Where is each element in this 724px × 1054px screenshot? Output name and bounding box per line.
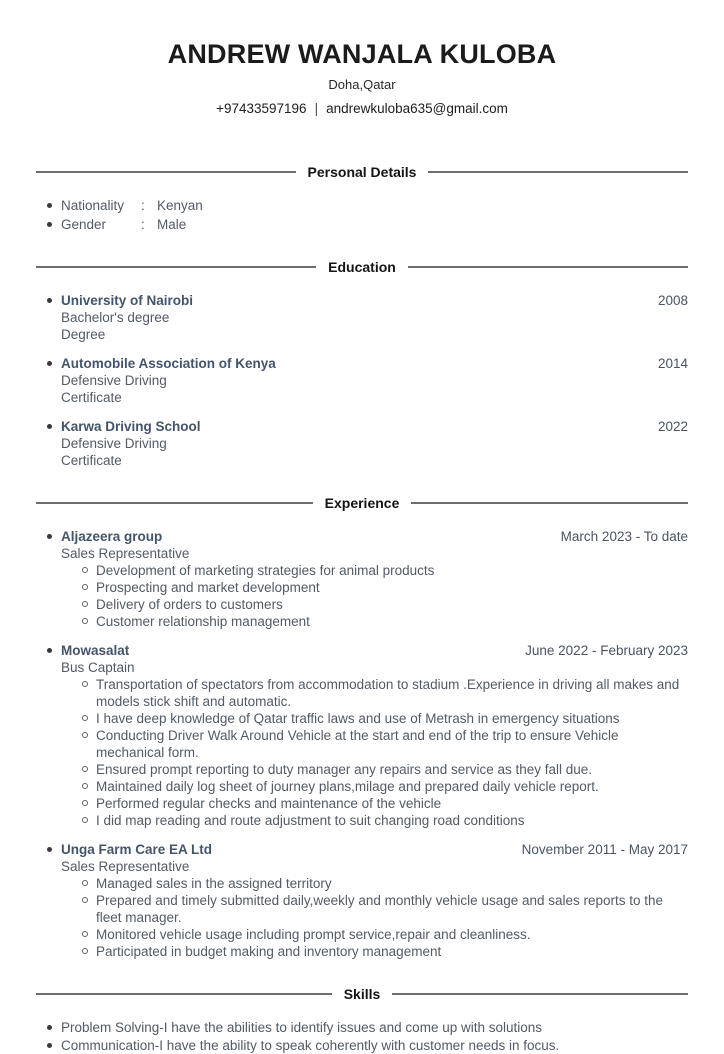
degree-type: Certificate	[61, 452, 122, 468]
duty-item	[36, 778, 688, 795]
section-skills	[36, 986, 688, 1054]
duty-item	[36, 795, 688, 812]
divider-line	[392, 993, 688, 995]
entry-left	[36, 292, 193, 309]
circle-bullet-icon	[82, 715, 88, 721]
personal-detail-item	[36, 216, 688, 233]
institution-name: University of Nairobi	[61, 292, 194, 308]
employment-dates: November 2011 - May 2017	[521, 841, 688, 857]
bullet-icon	[47, 847, 52, 852]
job-title: Sales Representative	[61, 858, 190, 874]
duty-text: Performed regular checks and maintenance of the vehicle	[96, 795, 442, 811]
circle-bullet-icon	[82, 897, 88, 903]
degree-type: Certificate	[61, 389, 122, 405]
entry-head	[36, 642, 688, 659]
entry-left	[36, 841, 212, 858]
circle-bullet-icon	[82, 783, 88, 789]
circle-bullet-icon	[82, 584, 88, 590]
degree-type: Degree	[61, 326, 106, 342]
duty-text: Monitored vehicle usage including prompt service,repair and cleanliness.	[96, 926, 531, 942]
section-personal-details	[36, 164, 688, 233]
degree-line: Defensive Driving	[61, 372, 167, 388]
bullet-icon	[47, 203, 52, 208]
resume-header	[36, 40, 688, 116]
bullet-icon	[47, 298, 52, 303]
circle-bullet-icon	[82, 732, 88, 738]
candidate-phone: +97433597196	[216, 100, 307, 116]
skill-text: Problem Solving-I have the abilities to identify issues and come up with solutions	[61, 1019, 543, 1035]
duty-item	[36, 579, 688, 596]
section-divider	[36, 495, 688, 511]
education-entry	[36, 418, 688, 469]
duty-item	[36, 710, 688, 727]
contact-line	[36, 101, 688, 116]
duty-text: Delivery of orders to customers	[96, 596, 283, 612]
education-entry	[36, 292, 688, 343]
experience-entry	[36, 841, 688, 960]
entry-left	[36, 642, 129, 659]
duty-item	[36, 892, 688, 926]
skills-list	[36, 1019, 688, 1054]
bullet-icon	[47, 648, 52, 653]
bullet-icon	[47, 1025, 52, 1030]
entry-left	[36, 528, 162, 545]
detail-text	[61, 216, 186, 233]
education-year: 2014	[657, 355, 688, 371]
bullet-icon	[47, 424, 52, 429]
divider-line	[411, 502, 688, 504]
divider-line	[36, 266, 316, 268]
duty-text: I did map reading and route adjustment to suit changing road conditions	[96, 812, 525, 828]
experience-entry	[36, 528, 688, 630]
duty-item	[36, 613, 688, 630]
divider-line	[36, 502, 313, 504]
entry-head	[36, 528, 688, 545]
circle-bullet-icon	[82, 567, 88, 573]
duty-text: Managed sales in the assigned territory	[96, 875, 332, 891]
duty-text: Ensured prompt reporting to duty manager any repairs and service as they fall due.	[96, 761, 593, 777]
section-experience	[36, 495, 688, 960]
circle-bullet-icon	[82, 880, 88, 886]
detail-value: Kenyan	[157, 197, 203, 213]
section-divider	[36, 259, 688, 275]
job-title: Sales Representative	[61, 545, 190, 561]
company-name: Aljazeera group	[61, 528, 163, 544]
section-divider	[36, 986, 688, 1002]
entry-left	[36, 355, 276, 372]
personal-details-list	[36, 197, 688, 233]
entry-head	[36, 418, 688, 435]
duty-text: Maintained daily log sheet of journey plans,milage and prepared daily vehicle report.	[96, 778, 599, 794]
duty-item	[36, 676, 688, 710]
section-education	[36, 259, 688, 469]
candidate-name: ANDREW WANJALA KULOBA	[167, 39, 557, 69]
duty-text: Prospecting and market development	[96, 579, 320, 595]
entry-head	[36, 292, 688, 309]
company-name: Mowasalat	[61, 642, 130, 658]
bullet-icon	[47, 361, 52, 366]
education-list	[36, 292, 688, 469]
circle-bullet-icon	[82, 931, 88, 937]
institution-name: Automobile Association of Kenya	[61, 355, 276, 371]
divider-line	[36, 171, 296, 173]
company-name: Unga Farm Care EA Ltd	[61, 841, 213, 857]
duty-text: Prepared and timely submitted daily,weekly and monthly vehicle usage and sales reports to the fleet manager.	[96, 892, 664, 925]
duty-text: Customer relationship management	[96, 613, 310, 629]
duty-item	[36, 727, 688, 761]
skill-item	[36, 1037, 688, 1054]
education-entry	[36, 355, 688, 406]
institution-name: Karwa Driving School	[61, 418, 201, 434]
duty-text: Development of marketing strategies for animal products	[96, 562, 435, 578]
detail-text	[61, 197, 203, 214]
section-title: Experience	[324, 494, 400, 511]
detail-value: Male	[157, 216, 187, 232]
detail-colon: :	[141, 216, 145, 232]
duty-text: Transportation of spectators from accommodation to stadium .Experience in driving all makes and models stick shift and automatic.	[96, 676, 680, 709]
duty-item	[36, 926, 688, 943]
duty-item	[36, 596, 688, 613]
duty-text: Conducting Driver Walk Around Vehicle at the start and end of the trip to ensure Vehicle mechanical form.	[96, 727, 619, 760]
detail-label: Nationality	[61, 197, 125, 213]
entry-left	[36, 418, 201, 435]
skill-text: Communication-I have the ability to speak coherently with customer needs in focus.	[61, 1037, 560, 1053]
divider-line	[36, 993, 332, 995]
degree-line: Bachelor's degree	[61, 309, 170, 325]
circle-bullet-icon	[82, 766, 88, 772]
divider-line	[408, 266, 688, 268]
bullet-icon	[47, 1043, 52, 1048]
section-title: Skills	[343, 985, 381, 1002]
personal-detail-item	[36, 197, 688, 214]
divider-line	[428, 171, 688, 173]
bullet-icon	[47, 222, 52, 227]
circle-bullet-icon	[82, 800, 88, 806]
degree-line: Defensive Driving	[61, 435, 167, 451]
duty-item	[36, 875, 688, 892]
education-year: 2022	[657, 418, 688, 434]
skill-item	[36, 1019, 688, 1036]
circle-bullet-icon	[82, 817, 88, 823]
employment-dates: June 2022 - February 2023	[525, 642, 688, 658]
circle-bullet-icon	[82, 681, 88, 687]
duty-item	[36, 943, 688, 960]
duty-text: Participated in budget making and inventory management	[96, 943, 442, 959]
experience-list	[36, 528, 688, 960]
circle-bullet-icon	[82, 618, 88, 624]
detail-label: Gender	[61, 216, 107, 232]
circle-bullet-icon	[82, 601, 88, 607]
experience-entry	[36, 642, 688, 829]
section-title: Personal Details	[307, 163, 417, 180]
candidate-email: andrewkuloba635@gmail.com	[326, 100, 508, 116]
duty-item	[36, 761, 688, 778]
circle-bullet-icon	[82, 948, 88, 954]
detail-colon: :	[141, 197, 145, 213]
section-title: Education	[328, 258, 396, 275]
bullet-icon	[47, 534, 52, 539]
candidate-location: Doha,Qatar	[328, 76, 396, 92]
duty-text: I have deep knowledge of Qatar traffic laws and use of Metrash in emergency situations	[96, 710, 620, 726]
job-title: Bus Captain	[61, 659, 135, 675]
education-year: 2008	[657, 292, 688, 308]
section-divider	[36, 164, 688, 180]
employment-dates: March 2023 - To date	[560, 528, 688, 544]
duty-item	[36, 812, 688, 829]
entry-head	[36, 355, 688, 372]
contact-separator: |	[314, 100, 319, 116]
entry-head	[36, 841, 688, 858]
duty-item	[36, 562, 688, 579]
